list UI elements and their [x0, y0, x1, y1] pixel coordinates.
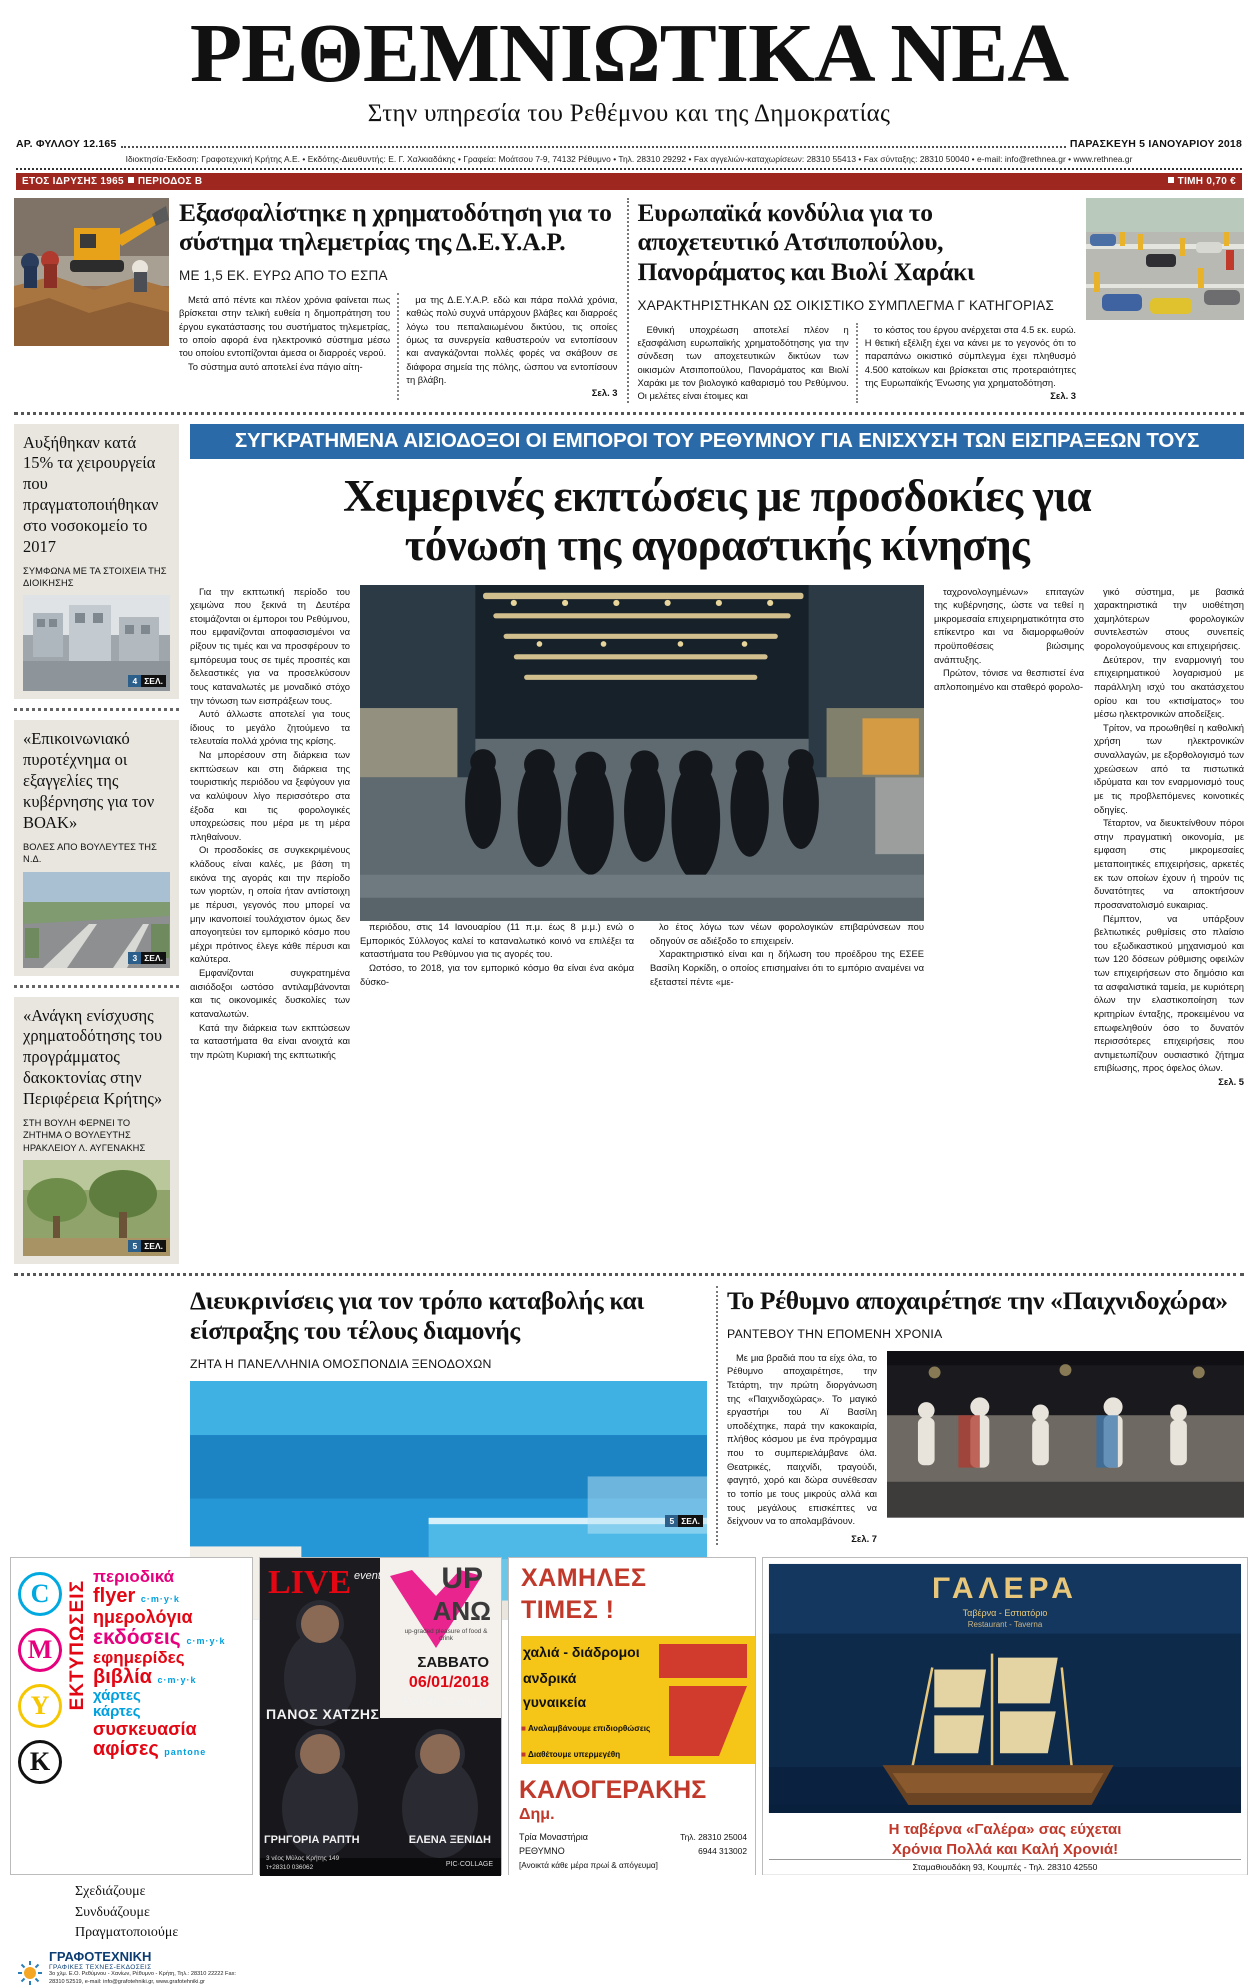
sidebar-item-olive-kicker: ΣΤΗ ΒΟΥΛΗ ΦΕΡΝΕΙ ΤΟ ΖΗΤΗΜΑ Ο ΒΟΥΛΕΥΤΗΣ ΗΡΑΚΛΕΙΟΥ Λ. ΑΥΓΕΝΑΚΗΣ [23, 1118, 146, 1153]
main-story-page-ref[interactable]: Σελ. 5 [1218, 1076, 1244, 1088]
bottom-left-spacer [14, 1286, 179, 1546]
bullet-icon-1: ■ [521, 1724, 526, 1734]
ad3-bullet-1 [521, 1724, 650, 1733]
ad3-tel2: 6944 313002 [698, 1846, 747, 1857]
ad4-name: ΓΑΛΕΡΑ [932, 1572, 1078, 1606]
black-dot-icon: K [18, 1740, 62, 1784]
photo-hotel-pool [190, 1381, 707, 1531]
top-story-2-photo-wrap [1076, 198, 1244, 403]
section-divider-top [14, 412, 1244, 415]
ad-grafotehniki[interactable] [10, 1557, 253, 1985]
ad-venue: 3 νέος Μύλος Κρήτης 149 [266, 1855, 340, 1863]
page-badge-number: 5 [665, 1515, 678, 1527]
tagline-1: Σχεδιάζουμε [75, 1884, 146, 1900]
photo-road-cars [1086, 198, 1244, 320]
ad3-sub3: γυναικεία [523, 1694, 587, 1711]
top-story-1-col1 [179, 293, 390, 400]
ad-artist-1: ΠΑΝΟΣ ΧΑΤΖΗΣ [266, 1706, 380, 1723]
photo-excavator [14, 198, 169, 346]
period-label: ΠΕΡΙΟΔΟΣ Β [137, 175, 203, 187]
main-story-col5 [1084, 585, 1244, 1089]
ad-company-block [49, 1949, 252, 1986]
bottom-story-2-body [727, 1351, 1244, 1546]
paragraph: γικό σύστημα, με βασικά χαρακτηριστικά την υιοθέτηση χαμηλότερων φορολογικών συντελεστών στους συνεπείς φορολογούμενους και επιχειρήσεις. [1094, 585, 1244, 652]
ad3-addr2: ΡΕΘΥΜΝΟ [519, 1846, 565, 1857]
photo-road-cars-art [1086, 198, 1244, 320]
ad4-wish2: Χρόνια Πολλά και Καλή Χρονιά! [891, 1841, 1119, 1859]
issue-date: ΠΑΡΑΣΚΕΥΗ 5 ΙΑΝΟΥΑΡΙΟΥ 2018 [1069, 137, 1242, 150]
bottom-story-2 [727, 1286, 1244, 1546]
paragraph: Με μια βραδιά που τα είχε όλα, το Ρέθυμνο αποχαιρέτησε, την Τετάρτη, την πρώτη διοργάνωση της «Παιχνιδοχώρας». Το μαγικό εργαστήρι του Αϊ Βασίλη υποδέχτηκε, παρά την κακοκαιρία, πλήθος κόσμου με ένα πρόγραμμα που το συμπεριελάμβανε όλα. Θεατρικές, παιχνίδι, τραγούδι, φαγητό, χορό και δώρα συνέθεσαν το τοπίο με τους μικρούς αλλά και τους μεγάλους επισκέπτες να δείχνουν να το απολαμβάνουν. [727, 1351, 877, 1527]
left-sidebar [14, 424, 179, 1264]
smk-mark-1: c·m·y·k [140, 1594, 180, 1605]
paragraph: Τρίτον, να προωθηθεί η καθολική χρήση των ηλεκτρονικών συναλλαγών, με εξορθολογισμό των χρεώσεων από τα πιστωτικά ιδρύματα και τον εναρμονισμό τους με τις προβλεπόμενες κοινοτικές οδηγίες. [1094, 721, 1244, 815]
ad-ano-label: ΑΝΩ [432, 1596, 491, 1627]
main-story-col1 [190, 585, 350, 1089]
magenta-dot-icon: M [18, 1628, 62, 1672]
ad4-address: Σταμαθιουδάκη 93, Κουμπές - Τηλ. 28310 42550 [769, 1859, 1241, 1874]
paragraph: Εθνική υποχρέωση αποτελεί πλέον η εξασφάλιση ευρωπαϊκής χρηματοδότησης για την σύνδεση των αποχετευτικών δικτύων των οικισμών Ατσιποπούλου, Πανοράματος και Βιολί Χαράκι με τον βιολογικό καθαρισμό του Ρεθύμνου. Οι μελέτες είναι έτοιμες και [637, 323, 849, 402]
top-story-1-headline: Εξασφαλίστηκε η χρηματοδότηση για το σύστημα τηλεμετρίας της Δ.Ε.Υ.Α.Ρ. [179, 197, 612, 257]
ad-company-fine-print: 3ο χλμ. Ε.Ο. Ρεθύμνου - Χανίων, Ρέθυμνο - Κρήτη, Τηλ.: 28310 22222 Fax: 28310 52519, e-mail: info@grafotehniki.gr, www.grafotehniki.gr [49, 1971, 236, 1985]
sidebar-item-voak-title: «Επικοινωνιακό πυροτέχνημα οι εξαγγελίες της κυβέρνησης για τον ΒΟΑΚ» [23, 729, 155, 832]
main-story-center [350, 585, 934, 1089]
ad-up-label: UP [441, 1562, 483, 1596]
sidebar-item-hospital-kicker: ΣΥΜΦΩΝΑ ΜΕ ΤΑ ΣΤΟΙΧΕΙΑ ΤΗΣ ΔΙΟΙΚΗΣΗΣ [23, 566, 167, 589]
page-badge-word: ΣΕΛ. [141, 952, 166, 964]
sidebar-item-hospital-title: Αυξήθηκαν κατά 15% τα χειρουργεία που πραγματοποιήθηκαν στο νοσοκομείο το 2017 [23, 432, 159, 556]
service-ekdoseis [93, 1627, 248, 1649]
main-story-col3 [642, 920, 924, 988]
main-story-banner: ΣΥΓΚΡΑΤΗΜΕΝΑ ΑΙΣΙΟΔΟΞΟΙ ΟΙ ΕΜΠΟΡΟΙ ΤΟΥ ΡΕΘΥΜΝΟΥ ΓΙΑ ΕΝΙΣΧΥΣΗ ΤΩΝ ΕΙΣΠΡΑΞΕΩΝ ΤΟΥΣ [190, 424, 1244, 459]
ad-galera-inner [763, 1558, 1247, 1874]
paragraph: μα της Δ.Ε.Υ.Α.Ρ. εδώ και πάρα πολλά χρόνια, καθώς πολύ συχνά υπάρχουν βλάβες και διαρροές λόγω του πεπαλαιωμένου δικτύου, τις οποίες όμως τα συνεργεία καθυστερούν να εντοπίσουν και αναγκάζονται πολλές φορές να σκάβουν σε διάφορα σημεία της πόλης, ώσπου να εντοπίσουν τη βλάβη. [406, 293, 618, 386]
service-xartes: χάρτες [93, 1687, 141, 1705]
top-story-1-photo-wrap [14, 198, 179, 403]
section-divider-bottom [14, 1273, 1244, 1276]
service-ekdoseis-label: εκδόσεις [93, 1625, 181, 1649]
top-story-2 [638, 198, 1077, 403]
tagline-3: Πραγματοποιούμε [75, 1925, 179, 1941]
paragraph: Πέμπτον, να υπάρξουν βελτιωτικές ρυθμίσεις στο πλαίσιο του εξωδικαστικού μηχανισμού και των 120 δόσεων ρύθμισης οφειλών των επιχειρήσεων στο δημόσιο και τα ασφαλιστικά ταμεία, με κυριότερη όλων την ελαστικοποίηση των κριτηρίων ένταξης, προκειμένου να επωφεληθούν όσο το δυνατόν περισσότερες επιχειρήσεις που αντιμετωπίζουν ουσιαστικό ζήτημα επιβίωσης, προς όφελος όλων. [1094, 912, 1244, 1074]
newspaper-subtitle: Στην υπηρεσία του Ρεθέμνου και της Δημοκρατίας [367, 99, 891, 127]
photo-highway [23, 872, 170, 968]
price-group [1164, 176, 1236, 187]
ad-galera[interactable] [762, 1557, 1248, 1875]
bottom-story-2-photo-wrap [877, 1351, 1244, 1546]
issue-number: ΑΡ. ΦΥΛΛΟΥ 12.165 [16, 137, 117, 150]
page-badge[interactable] [128, 1240, 166, 1252]
sidebar-item-olive-title: «Ανάγκη ενίσχυσης χρηματοδότησης του προγράμματος δακοκτονίας στην Περιφέρεια Κρήτης» [23, 1005, 163, 1108]
ad3-bullet-2 [521, 1750, 620, 1759]
top-story-2-kicker: ΧΑΡΑΚΤΗΡΙΣΤΗΚΑΝ ΩΣ ΟΙΚΙΣΤΙΚΟ ΣΥΜΠΛΕΓΜΑ Γ ΚΑΤΗΓΟΡΙΑΣ [637, 297, 1054, 313]
dotted-rule [121, 146, 1066, 148]
bottom-stories-divider [716, 1286, 718, 1546]
main-story [179, 424, 1244, 1264]
ad-live-event-word: event [354, 1570, 381, 1583]
ad-date-label: 06/01/2018 [408, 1674, 489, 1692]
ad3-hours: [Ανοικτά κάθε μέρα πρωί & απόγευμα] [519, 1861, 658, 1871]
issue-line [16, 138, 1242, 151]
top-story-1-col2 [406, 293, 617, 400]
ad3-line1: ΧΑΜΗΛΕΣ [521, 1564, 647, 1593]
ad-kalogerakis[interactable] [508, 1557, 756, 1875]
photo-shopping-street-art [360, 585, 924, 921]
photo-excavator-art [14, 198, 169, 346]
ad3-name: ΚΑΛΟΓΕΡΑΚΗΣ [519, 1776, 707, 1805]
bottom-story-2-text [727, 1351, 877, 1546]
top-stories-divider [627, 198, 629, 403]
ad-grafotehniki-body [69, 1558, 252, 1874]
ad4-wish1: Η ταβέρνα «Γαλέρα» σας εύχεται [888, 1821, 1122, 1839]
ad-artist-3: ΕΛΕΝΑ ΞΕΝΙΔΗ [408, 1834, 491, 1847]
page-badge[interactable] [665, 1515, 703, 1527]
page-badge-word: ΣΕΛ. [678, 1515, 703, 1527]
main-story-headline-line2: τόνωση της αγοραστικής κίνησης [404, 520, 1030, 571]
ad-vertical-label: ΕΚΤΥΠΩΣΕΙΣ [67, 1580, 88, 1711]
service-flyer-label: flyer [93, 1585, 136, 1608]
publisher-contact-line: Ιδιοκτησία-Έκδοση: Γραφοτεχνική Κρήτης Α.Ε. • Εκδότης-Διευθυντής: Ε. Γ. Χαλκιαδάκης • Γραφεία: Μοάτσου 7-9, 74132 Ρέθυμνο • Τηλ. 28310 29292 • Fax αγγελιών-καταχωρίσεων: 28310 55413 • Fax σύνταξης: 28310 50040 • e-mail: info@rethnea.gr • www.rethnea.gr [16, 154, 1242, 170]
bullet-icon-2: ■ [521, 1750, 526, 1760]
paragraph: Χαρακτηριστικό είναι και η δήλωση του προέδρου της ΕΣΕΕ Βασίλη Κορκίδη, ο οποίος επισημαίνει ότι το εμπόριο αναμένει να εξεταστεί πέντε «με- [650, 948, 924, 987]
sidebar-item-voak[interactable] [14, 720, 179, 975]
paragraph: Για την εκπτωτική περίοδο του χειμώνα που ξεκινά τη Δευτέρα ετοιμάζονται οι έμποροι του Ρεθύμνου, που εμφανίζονται αποφασισμένοι να ρίξουν τις τιμές και να προσφέρουν το εμπόρευμα τους σε τιμές προσιτές και δελεαστικές για να προσελκύσουν τους καταναλωτές με μοναδικό στόχο την τόνωση των εισπράξεων τους. [190, 585, 350, 706]
service-vivlia [93, 1667, 248, 1688]
column-divider [397, 293, 399, 400]
main-story-center-columns [360, 920, 924, 988]
ad-footer [17, 1949, 252, 1986]
ad3-sub2: ανδρικά [523, 1670, 577, 1687]
main-story-col2 [360, 920, 642, 988]
sidebar-item-hospital[interactable] [14, 424, 179, 700]
ad-company-name: ΓΡΑΦΟΤΕΧΝΙΚΗ [49, 1949, 152, 1965]
bottom-story-2-headline: Το Ρέθυμνο αποχαιρέτησε την «Παιχνιδοχώρα» [727, 1285, 1228, 1315]
masthead [0, 0, 1258, 190]
bottom-story-2-page-ref[interactable]: Σελ. 7 [851, 1532, 877, 1544]
top-story-2-body [638, 323, 1077, 403]
service-periodika: περιοδικά [93, 1567, 175, 1587]
service-imerologia: ημερολόγια [93, 1606, 193, 1627]
founding-price-bar [16, 173, 1242, 190]
ad3-bullet-1-label: Αναλαμβάνουμε επιδιορθώσεις [527, 1724, 651, 1734]
top-story-1 [179, 198, 618, 403]
service-pantone: pantone [164, 1747, 207, 1758]
sidebar-divider-2 [14, 985, 179, 988]
founding-year: ΕΤΟΣ ΙΔΡΥΣΗΣ 1965 [22, 175, 124, 187]
photo-hospital [23, 595, 170, 691]
main-story-headline-line1: Χειμερινές εκπτώσεις με προσδοκίες για [343, 470, 1091, 521]
paragraph: Μετά από πέντε και πλέον χρόνια φαίνεται πως βρίσκεται στην τελική ευθεία η δημοπράτηση του έργου εγκατάστασης του συστήματος τηλεμετρίας, το οποίο αφορά ένα ηλεκτρονικό σύστημα μέσω του οποίου εντοπίζονται άμεσα οι διαρροές νερού. [179, 293, 391, 359]
top-story-1-body [179, 293, 618, 400]
ad-day-label: ΣΑΒΒΑΤΟ [417, 1654, 489, 1672]
ad-company-sub: ΓΡΑΦΙΚΕΣ ΤΕΧΝΕΣ-ΕΚΔΟΣΕΙΣ [49, 1964, 152, 1972]
page-badge-number: 4 [128, 675, 141, 687]
yellow-dot-icon: Y [18, 1684, 62, 1728]
paragraph: Το σύστημα αυτό αποτελεί ένα πάγιο αίτη- [188, 360, 363, 372]
service-syskevasia: συσκευασία [93, 1718, 197, 1739]
newspaper-title: ΡΕΘΕΜΝΙΩΤΙΚΑ ΝΕΑ [189, 7, 1069, 100]
sidebar-divider-1 [14, 708, 179, 711]
bottom-stories-row [0, 1286, 1258, 1546]
service-afises [93, 1739, 248, 1760]
ad3-tel1: Τηλ. 28310 25004 [680, 1832, 747, 1843]
ad-taglines [75, 1882, 252, 1943]
price-label: ΤΙΜΗ 0,70 € [1177, 175, 1236, 187]
top-stories-row [0, 198, 1258, 403]
ad-artist-2: ΓΡΗΓΟΡΙΑ ΡΑΠΤΗ [264, 1834, 360, 1847]
ad3-line2: ΤΙΜΕΣ ! [521, 1596, 615, 1625]
ad-grafotehniki-inner [11, 1558, 252, 1874]
paragraph: Κατά την διάρκεια των εκπτώσεων τα καταστήματα θα είναι ανοιχτά και την πρώτη Κυριακή της εκπτωτικής [190, 1021, 350, 1060]
paragraph: Πρώτον, τόνισε να θεσπιστεί ένα απλοποιημένο και σταθερό φορολο- [934, 667, 1084, 692]
ad-kalogerakis-inner [509, 1558, 755, 1874]
ad-live-title: LIVE [268, 1564, 352, 1602]
smk-mark-2: c·m·y·k [186, 1635, 226, 1646]
ad3-addr1: Τρία Μοναστήρια [519, 1832, 588, 1843]
page-badge-word: ΣΕΛ. [141, 1240, 166, 1252]
photo-theatre-stage [887, 1351, 1244, 1491]
sidebar-item-voak-kicker: ΒΟΛΕΣ ΑΠΟ ΒΟΥΛΕΥΤΕΣ ΤΗΣ Ν.Δ. [23, 842, 157, 865]
page-badge-word: ΣΕΛ. [141, 675, 166, 687]
column-divider [856, 323, 858, 403]
ad3-sub1: χαλιά - διάδρομοι [523, 1644, 640, 1661]
paragraph: Να μπορέσουν στη διάρκεια των εκπτώσεων και στη διάρκεια της τουριστικής περιόδου να ξεφύγουν για να καλύψουν λίγο περισσότερο στα έξοδα και τις φορολογικές υποχρεώσεις που μέρα με τη μέρα πληθαίνουν. [190, 749, 350, 842]
paragraph: Ωστόσο, το 2018, για τον εμπορικό κόσμο θα είναι ένα ακόμα δύσκο- [360, 961, 634, 987]
bottom-story-1-headline: Διευκρινίσεις για τον τρόπο καταβολής και είσπραξης του τέλους διαμονής [190, 1285, 645, 1345]
top-story-1-kicker: ΜΕ 1,5 ΕΚ. ΕΥΡΩ ΑΠΟ ΤΟ ΕΣΠΑ [179, 267, 388, 283]
ad-phone: τ+28310 036062 [266, 1864, 314, 1872]
top-story-2-col1 [638, 323, 849, 403]
page-badge-number: 3 [128, 952, 141, 964]
ad3-name2: Δημ. [519, 1806, 555, 1824]
paragraph: Τέταρτον, να διευκτείνθουν πόροι στην πραγματική οικονομία, με εμφαση στις μικρομεσαίες μεταποιητικές επιχειρήσεις, αρκετές εκ των οποίων έχουν ή τηρούν τις δυνατότητες να αποκτήσουν προσανατολισμό ευκαιριας. [1094, 817, 1244, 910]
service-flyer [93, 1586, 248, 1607]
main-story-headline [190, 472, 1244, 571]
cmyk-dots-column [11, 1558, 69, 1874]
service-afises-label: αφίσες [93, 1738, 159, 1761]
ad-live-event[interactable] [259, 1557, 502, 1875]
top-story-2-headline: Ευρωπαϊκά κονδύλια για το αποχετευτικό Ατσιποπούλου, Πανοράματος και Βιολί Χαράκι [637, 197, 975, 286]
square-separator-icon [128, 177, 134, 183]
ad4-sub2: Restaurant - Taverna [967, 1620, 1043, 1630]
advertisements-row [0, 1557, 1258, 1985]
photo-shopping-street [360, 585, 924, 847]
ad4-sub1: Ταβέρνα - Εστιατόριο [962, 1608, 1048, 1619]
paragraph: Εμφανίζονται συγκρατημένα αισιόδοξοι ωστόσο αντιλαμβάνονται και τις οικονομικές δυσκολίες των καταναλωτών. [190, 967, 350, 1019]
page-badge[interactable] [128, 952, 166, 964]
paragraph: Δεύτερον, την εναρμονιγή του επιχειρηματικού λογαρισμού με παράλληλη ισχύ του ακατάσχετου ορίου και του «κτισίματος» του μέσω ηλεκτρονικών αποδείξεις. [1094, 653, 1244, 720]
bottom-story-1-kicker: ΖΗΤΑ Η ΠΑΝΕΛΛΗΝΙΑ ΟΜΟΣΠΟΝΔΙΑ ΞΕΝΟΔΟΧΩΝ [190, 1356, 492, 1371]
top-story-2-page-ref[interactable]: Σελ. 3 [1050, 390, 1076, 402]
paragraph: ταχρονολογημένων» επιταγών της κυβέρνησης, ώστε να τεθεί η μικρομεσαία επιχειρηματικότητα στο επίκεντρο και να διαμορφωθούν προϋποθέσεις βιώσιμης ανάπτυξης. [934, 585, 1084, 665]
square-separator-icon-2 [1168, 177, 1174, 183]
founding-period [22, 176, 202, 187]
sun-logo-icon [17, 1960, 43, 1986]
service-vivlia-label: βιβλία [93, 1666, 152, 1689]
photo-olive-grove [23, 1160, 170, 1256]
bottom-story-1 [179, 1286, 707, 1546]
main-content-row [0, 424, 1258, 1264]
paragraph: Αυτό άλλωστε αποτελεί για τους ίδιους το μεγάλο ζητούμενο τα τελευταία πολλά χρόνια της κρίσης. [190, 708, 350, 747]
smk-mark-3: c·m·y·k [157, 1675, 197, 1686]
ad-services-list [93, 1568, 248, 1760]
page-badge[interactable] [128, 675, 166, 687]
paragraph: λο έτος λόγω των νέων φορολογικών επιβαρύνσεων που οδηγούν σε αδιέξοδο το επιχειρείν. [650, 921, 924, 946]
paragraph: το κόστος του έργου ανέρχεται στα 4.5 εκ. ευρώ. Η θετική εξέλιξη έχει να κάνει με το γεγονός ότι το παραπάνω οικιστικό σύμπλεγμα έχει πληθυσμό 4.500 κατοίκων και βρίσκεται στις προτεραιότητες της Ευρωπαϊκής Ένωσης για χρηματοδότηση. [864, 323, 1076, 388]
photo-theatre-stage-art [887, 1351, 1244, 1518]
top-story-2-col2 [865, 323, 1076, 403]
top-story-1-page-ref[interactable]: Σελ. 3 [591, 387, 618, 399]
sidebar-item-olive[interactable] [14, 997, 179, 1264]
ad-credit: PIC·COLLAGE [445, 1861, 493, 1869]
bottom-story-2-kicker: ΡΑΝΤΕΒΟΥ ΤΗΝ ΕΠΟΜΕΝΗ ΧΡΟΝΙΑ [727, 1326, 943, 1341]
service-efimerides: εφημερίδες [93, 1648, 185, 1667]
paragraph: περιόδου, στις 14 Ιανουαρίου (11 π.μ. έως 8 μ.μ.) ενώ ο Εμπορικός Σύλλογος καλεί το καταναλωτικό κοινό να επιλέξει τα καταστήματα του Ρεθύμνου για τις αγορές του. [360, 921, 634, 960]
paragraph: Οι προσδοκίες σε συγκεκριμένους κλάδους είναι καλές, με βάση τη εικόνα της αγοράς και την περίοδο των γιορτών, η οποία ήταν αντίστοιχη με πέρυσι, γεγονός που μπορεί να μην ικανοποιεί τουλάχιστον όμως δεν απογοητεύει τον εμπορικό κόσμο που μέχρι πρότινος έλεγε κάθε πέρυσι και καλύτερα. [190, 844, 350, 965]
ad3-bullet-2-label: Διαθέτουμε υπερμεγέθη [527, 1750, 621, 1760]
main-story-col4 [934, 585, 1084, 1089]
service-kartes: κάρτες [93, 1703, 141, 1721]
ad-time-label: Έναρξη 22:00μ.μ. [401, 1696, 489, 1709]
ad-up-description: up-graded pleasure of food & drink [404, 1628, 488, 1643]
main-story-body [190, 585, 1244, 1089]
tagline-2: Συνδυάζουμε [75, 1904, 150, 1920]
cyan-dot-icon: C [18, 1572, 62, 1616]
page-badge-number: 5 [128, 1240, 141, 1252]
